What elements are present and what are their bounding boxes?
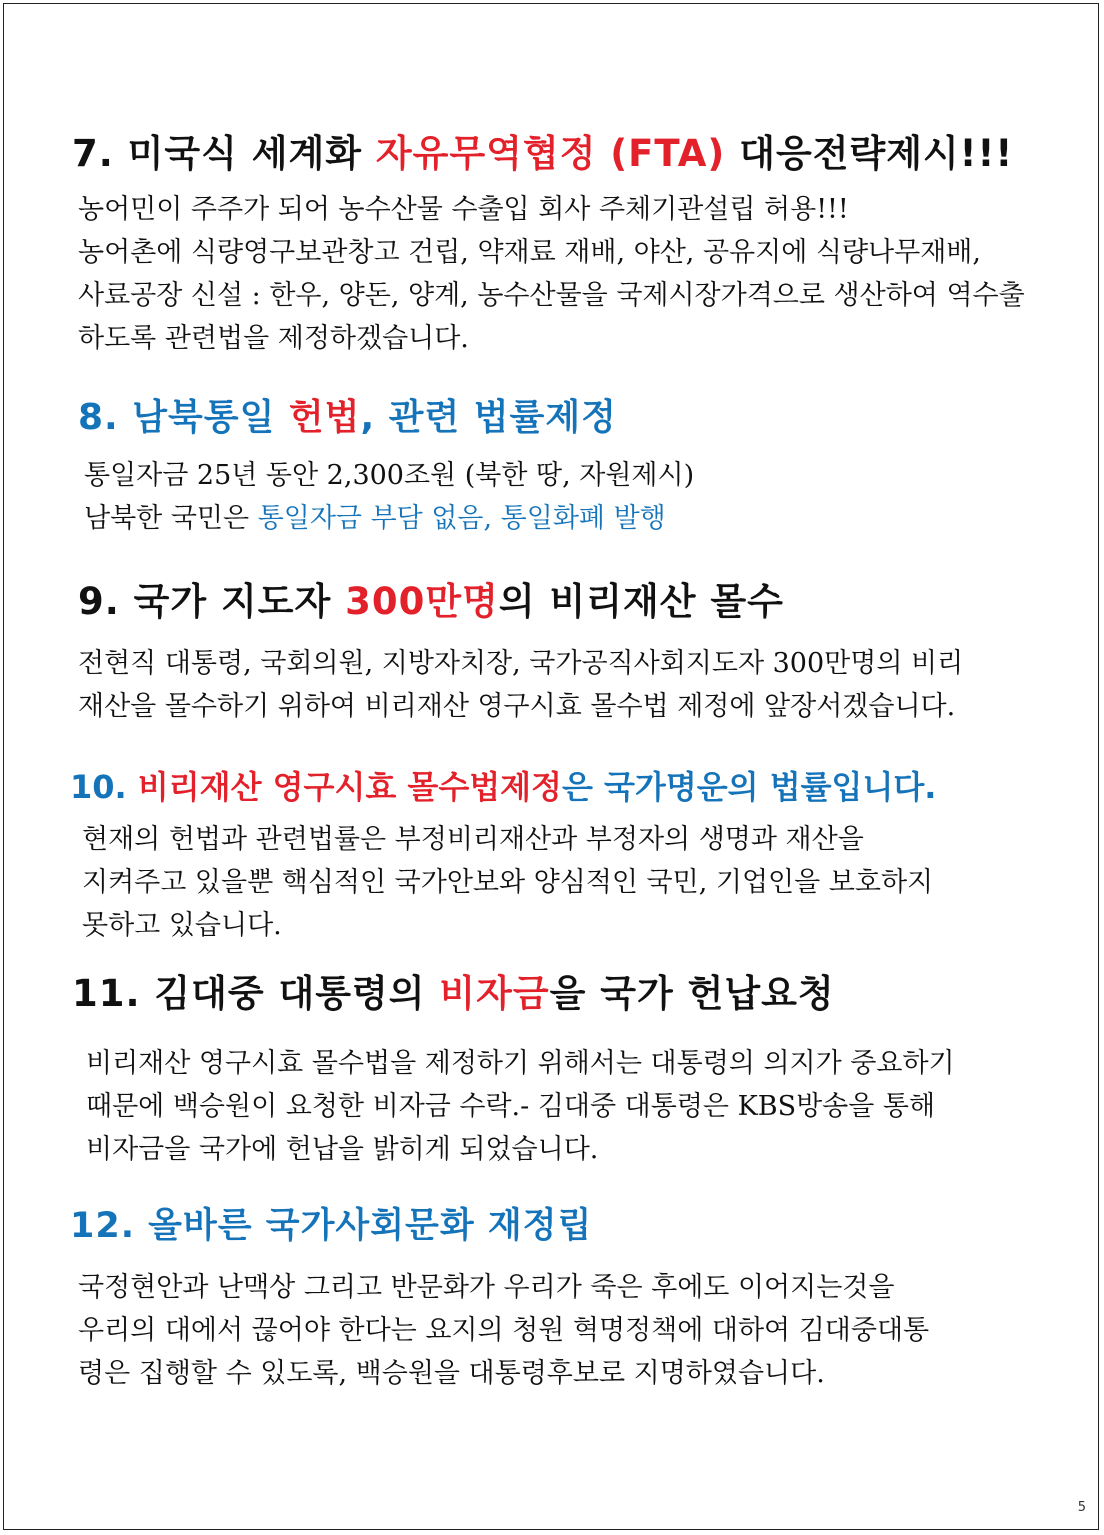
body-line: 지켜주고 있을뿐 핵심적인 국가안보와 양심적인 국민, 기업인을 보호하지 <box>82 867 934 898</box>
body-line: 사료공장 신설 : 한우, 양돈, 양계, 농수산물을 국제시장가격으로 생산하여 역수출 <box>78 280 1025 311</box>
body-line: 때문에 백승원이 요청한 비자금 수락.- 김대중 대통령은 KBS방송을 통해 <box>86 1091 936 1122</box>
body-line: 우리의 대에서 끊어야 한다는 요지의 청원 혁명정책에 대하여 김대중대통 <box>78 1315 930 1346</box>
heading-part: 을 국가 헌납요청 <box>549 972 835 1015</box>
body-line: 비자금을 국가에 헌납을 밝히게 되었습니다. <box>86 1134 599 1165</box>
section-8-heading <box>78 392 1104 444</box>
heading-highlight: 헌법 <box>288 397 361 438</box>
section-11-heading <box>72 968 1104 1020</box>
page-number: 5 <box>1077 1500 1086 1515</box>
section-8 <box>0 392 1104 540</box>
heading-part: 10. <box>70 768 138 806</box>
heading-part: , 관련 법률제정 <box>360 397 617 438</box>
body-line: 현재의 헌법과 관련법률은 부정비리재산과 부정자의 생명과 재산을 <box>82 824 864 855</box>
heading-part: 은 국가명운의 법률입니다. <box>561 768 937 806</box>
section-10-body <box>82 818 1104 947</box>
section-12-body <box>78 1266 1104 1395</box>
section-11-body <box>86 1042 1104 1171</box>
body-line: 하도록 관련법을 제정하겠습니다. <box>78 323 469 354</box>
heading-part: 의 비리재산 몰수 <box>498 580 784 623</box>
heading-part: 12. 올바른 국가사회문화 재정립 <box>70 1206 593 1246</box>
body-line: 농어촌에 식량영구보관창고 건립, 약재료 재배, 야산, 공유지에 식량나무재배, <box>78 237 981 268</box>
heading-highlight: 비자금 <box>439 972 550 1015</box>
section-11 <box>0 968 1104 1171</box>
body-text: 남북한 국민은 <box>84 503 258 534</box>
body-line: 비리재산 영구시효 몰수법을 제정하기 위해서는 대통령의 의지가 중요하기 <box>86 1048 955 1079</box>
section-10 <box>0 762 1104 947</box>
section-9-heading <box>78 576 1104 628</box>
heading-highlight: 자유무역협정 (FTA) <box>375 132 726 175</box>
section-10-heading <box>70 762 1104 812</box>
body-line: 통일자금 25년 동안 2,300조원 (북한 땅, 자원제시) <box>84 460 695 491</box>
section-12-heading <box>70 1200 1104 1252</box>
heading-part: 11. 김대중 대통령의 <box>72 972 440 1015</box>
body-highlight: 통일자금 부담 없음, 통일화폐 발행 <box>257 503 666 534</box>
section-9-body <box>78 642 1104 728</box>
section-9 <box>0 576 1104 728</box>
section-7-body <box>78 188 1104 360</box>
body-line: 국정현안과 난맥상 그리고 반문화가 우리가 죽은 후에도 이어지는것을 <box>78 1272 895 1303</box>
section-7 <box>0 128 1104 360</box>
heading-highlight: 300만명 <box>345 580 499 623</box>
heading-part: 7. 미국식 세계화 <box>72 132 376 175</box>
body-line: 농어민이 주주가 되어 농수산물 수출입 회사 주체기관설립 허용!!! <box>78 194 849 225</box>
heading-part: 대응전략제시!!! <box>725 132 1014 175</box>
heading-part: 9. 국가 지도자 <box>78 580 346 623</box>
section-7-heading <box>72 128 1104 180</box>
section-8-body <box>84 454 1104 540</box>
section-12 <box>0 1200 1104 1395</box>
heading-part: 8. 남북통일 <box>78 397 289 438</box>
body-line: 재산을 몰수하기 위하여 비리재산 영구시효 몰수법 제정에 앞장서겠습니다. <box>78 691 956 722</box>
body-line <box>84 497 1104 540</box>
body-line: 못하고 있습니다. <box>82 910 282 941</box>
body-line: 령은 집행할 수 있도록, 백승원을 대통령후보로 지명하였습니다. <box>78 1358 825 1389</box>
heading-highlight: 비리재산 영구시효 몰수법제정 <box>137 768 562 806</box>
body-line: 전현직 대통령, 국회의원, 지방자치장, 국가공직사회지도자 300만명의 비리 <box>78 648 964 679</box>
